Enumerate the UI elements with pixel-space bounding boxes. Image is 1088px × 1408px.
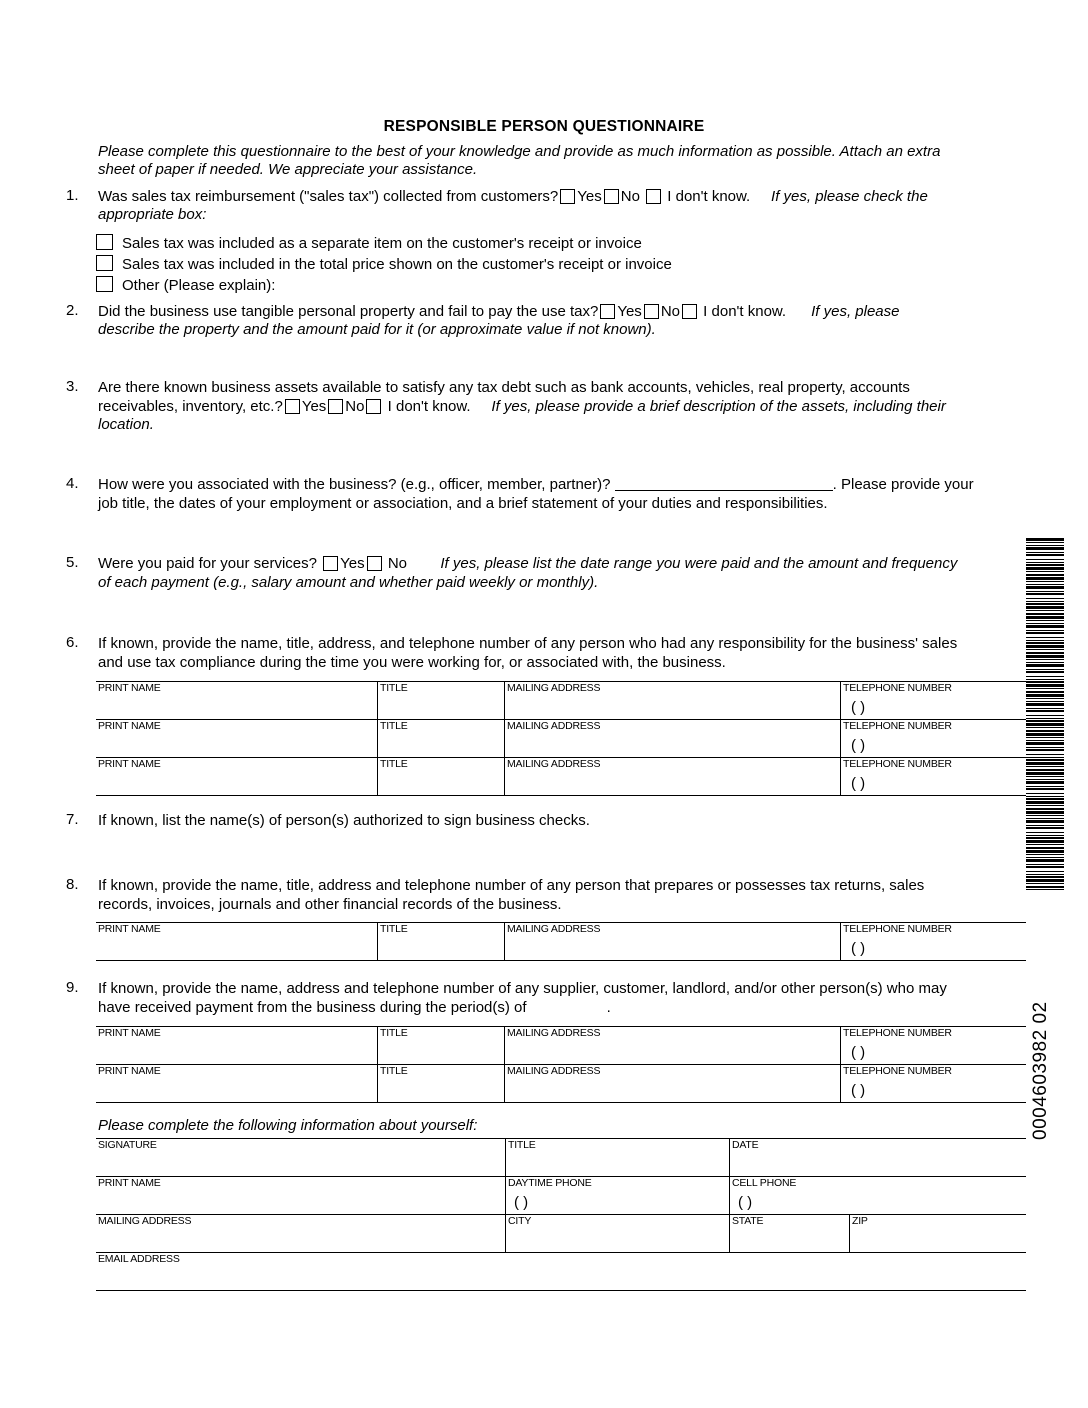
table-row[interactable] xyxy=(96,1026,1026,1064)
q8-number: 8. xyxy=(66,876,79,893)
table-row[interactable] xyxy=(96,1214,1026,1252)
q5-note-line-2: of each payment (e.g., salary amount and whether paid weekly or monthly). xyxy=(98,574,599,591)
q8-line-2: records, invoices, journals and other financial records of the business. xyxy=(98,896,562,913)
q1-no-checkbox[interactable] xyxy=(604,189,619,204)
print-name-label: PRINT NAME xyxy=(98,758,161,770)
print-name-label: PRINT NAME xyxy=(98,682,161,694)
telephone-label: TELEPHONE NUMBER xyxy=(843,758,952,770)
q3-yes-label: Yes xyxy=(301,398,327,415)
q1-total-price-checkbox[interactable] xyxy=(96,255,113,271)
form-number: 0004603982 02 xyxy=(1030,1001,1051,1140)
intro-line-1: Please complete this questionnaire to the best of your knowledge and provide as much information as possible. Attach an extra xyxy=(98,143,941,160)
q3-line-2 xyxy=(98,397,946,416)
mailing-address-label: MAILING ADDRESS xyxy=(507,1065,601,1077)
q2-yes-checkbox[interactable] xyxy=(600,304,615,319)
q4-number: 4. xyxy=(66,475,79,492)
q1-yes-checkbox[interactable] xyxy=(560,189,575,204)
self-print-name-label: PRINT NAME xyxy=(98,1177,161,1189)
title-label: TITLE xyxy=(380,720,408,732)
q8-contacts-table xyxy=(96,922,1026,961)
q3-dont-know-checkbox[interactable] xyxy=(366,399,381,414)
q6-line-2: and use tax compliance during the time you were working for, or associated with, the business. xyxy=(98,654,726,671)
mailing-address-label: MAILING ADDRESS xyxy=(507,1027,601,1039)
print-name-label: PRINT NAME xyxy=(98,923,161,935)
title-label: TITLE xyxy=(380,1027,408,1039)
q1-no-label: No xyxy=(620,188,640,205)
telephone-label: TELEPHONE NUMBER xyxy=(843,923,952,935)
q4-text-end: . Please provide your xyxy=(832,476,974,493)
area-code-parens: ( ) xyxy=(851,699,866,716)
q3-note-line-2: location. xyxy=(98,416,154,433)
page-title: RESPONSIBLE PERSON QUESTIONNAIRE xyxy=(383,118,705,135)
q9-text-end: . xyxy=(606,999,611,1016)
q7-number: 7. xyxy=(66,811,79,828)
mailing-address-label: MAILING ADDRESS xyxy=(507,720,601,732)
table-row[interactable] xyxy=(96,1252,1026,1291)
q2-line-1 xyxy=(98,302,900,321)
signature-label: SIGNATURE xyxy=(98,1139,157,1151)
q2-text: Did the business use tangible personal property and fail to pay the use tax? xyxy=(98,303,599,320)
q5-line-1 xyxy=(98,554,957,573)
table-row[interactable] xyxy=(96,922,1026,961)
q1-dont-know-checkbox[interactable] xyxy=(646,189,661,204)
q1-note-line-2: appropriate box: xyxy=(98,206,207,223)
area-code-parens: ( ) xyxy=(851,1082,866,1099)
q2-no-label: No xyxy=(660,303,680,320)
self-title-label: TITLE xyxy=(508,1139,536,1151)
q5-no-checkbox[interactable] xyxy=(367,556,382,571)
q5-no-label: No xyxy=(387,555,408,572)
q2-number: 2. xyxy=(66,302,79,319)
q2-yes-label: Yes xyxy=(617,303,642,320)
table-row[interactable] xyxy=(96,757,1026,796)
q9-number: 9. xyxy=(66,979,79,996)
mailing-address-label: MAILING ADDRESS xyxy=(507,758,601,770)
q1-other-checkbox[interactable] xyxy=(96,276,113,292)
title-label: TITLE xyxy=(380,923,408,935)
q1-text: Was sales tax reimbursement ("sales tax") collected from customers? xyxy=(98,188,559,205)
mailing-address-label: MAILING ADDRESS xyxy=(507,923,601,935)
q4-association-field[interactable] xyxy=(615,476,833,491)
q1-line-1 xyxy=(98,187,928,206)
telephone-label: TELEPHONE NUMBER xyxy=(843,720,952,732)
q3-text: receivables, inventory, etc.? xyxy=(98,398,283,415)
q9-line-1: If known, provide the name, address and telephone number of any supplier, customer, landlord, and/or other person(s) who may xyxy=(98,980,947,997)
q1-separate-item-checkbox[interactable] xyxy=(96,234,113,250)
daytime-phone-label: DAYTIME PHONE xyxy=(508,1177,592,1189)
q9-line-2 xyxy=(98,998,611,1017)
self-mailing-address-label: MAILING ADDRESS xyxy=(98,1215,192,1227)
q1-yes-label: Yes xyxy=(577,188,602,205)
q5-text: Were you paid for your services? xyxy=(98,555,317,572)
q2-note-line-2: describe the property and the amount paid for it (or approximate value if not known). xyxy=(98,321,656,338)
barcode xyxy=(1026,538,1064,890)
q3-yes-checkbox[interactable] xyxy=(285,399,300,414)
q3-no-checkbox[interactable] xyxy=(328,399,343,414)
print-name-label: PRINT NAME xyxy=(98,1027,161,1039)
q3-line-1: Are there known business assets available to satisfy any tax debt such as bank accounts, vehicles, real property, accounts xyxy=(98,379,910,396)
q8-line-1: If known, provide the name, title, address and telephone number of any person that prepares or possesses tax returns, sales xyxy=(98,877,925,894)
q1-dont-know-label: I don't know. xyxy=(667,188,751,205)
q5-number: 5. xyxy=(66,554,79,571)
q2-dont-know-label: I don't know. xyxy=(703,303,787,320)
q9-contacts-table xyxy=(96,1026,1026,1103)
q4-line-2: job title, the dates of your employment or association, and a brief statement of your duties and responsibilities. xyxy=(98,495,828,512)
state-label: STATE xyxy=(732,1215,764,1227)
area-code-parens: ( ) xyxy=(851,940,866,957)
q6-contacts-table xyxy=(96,681,1026,796)
self-info-table xyxy=(96,1138,1026,1291)
q3-note: If yes, please provide a brief description of the assets, including their xyxy=(491,398,946,415)
telephone-label: TELEPHONE NUMBER xyxy=(843,1027,952,1039)
table-row[interactable] xyxy=(96,1138,1026,1176)
q7-text: If known, list the name(s) of person(s) authorized to sign business checks. xyxy=(98,812,590,829)
q6-line-1: If known, provide the name, title, address, and telephone number of any person who had any responsibility for the business' sales xyxy=(98,635,958,652)
telephone-label: TELEPHONE NUMBER xyxy=(843,682,952,694)
title-label: TITLE xyxy=(380,758,408,770)
title-label: TITLE xyxy=(380,1065,408,1077)
q4-line-1 xyxy=(98,475,974,494)
daytime-area-code-parens: ( ) xyxy=(514,1194,529,1211)
q5-yes-label: Yes xyxy=(340,555,365,572)
q1-separate-item-label: Sales tax was included as a separate item on the customer's receipt or invoice xyxy=(122,235,642,252)
q9-text: have received payment from the business during the period(s) of xyxy=(98,999,527,1016)
q1-note: If yes, please check the xyxy=(771,188,928,205)
title-label: TITLE xyxy=(380,682,408,694)
print-name-label: PRINT NAME xyxy=(98,1065,161,1077)
q6-number: 6. xyxy=(66,634,79,651)
area-code-parens: ( ) xyxy=(851,737,866,754)
table-row[interactable] xyxy=(96,1064,1026,1103)
table-row[interactable] xyxy=(96,681,1026,719)
mailing-address-label: MAILING ADDRESS xyxy=(507,682,601,694)
q4-text: How were you associated with the business? (e.g., officer, member, partner)? xyxy=(98,476,611,493)
cell-area-code-parens: ( ) xyxy=(738,1194,753,1211)
date-label: DATE xyxy=(732,1139,759,1151)
self-info-heading: Please complete the following information about yourself: xyxy=(98,1117,478,1134)
telephone-label: TELEPHONE NUMBER xyxy=(843,1065,952,1077)
cell-phone-label: CELL PHONE xyxy=(732,1177,797,1189)
print-name-label: PRINT NAME xyxy=(98,720,161,732)
city-label: CITY xyxy=(508,1215,532,1227)
area-code-parens: ( ) xyxy=(851,775,866,792)
table-row[interactable] xyxy=(96,1176,1026,1214)
q3-number: 3. xyxy=(66,378,79,395)
q5-yes-checkbox[interactable] xyxy=(323,556,338,571)
q5-note: If yes, please list the date range you were paid and the amount and frequency xyxy=(440,555,958,572)
q1-other-label: Other (Please explain): xyxy=(122,277,276,294)
intro-line-2: sheet of paper if needed. We appreciate your assistance. xyxy=(98,161,478,178)
q1-number: 1. xyxy=(66,187,79,204)
area-code-parens: ( ) xyxy=(851,1044,866,1061)
q1-total-price-label: Sales tax was included in the total price shown on the customer's receipt or invoice xyxy=(122,256,672,273)
zip-label: ZIP xyxy=(852,1215,868,1227)
email-label: EMAIL ADDRESS xyxy=(98,1253,180,1265)
q3-no-label: No xyxy=(345,398,365,415)
q2-dont-know-checkbox[interactable] xyxy=(682,304,697,319)
table-row[interactable] xyxy=(96,719,1026,757)
q3-dont-know-label: I don't know. xyxy=(387,398,471,415)
q2-no-checkbox[interactable] xyxy=(644,304,659,319)
q2-note: If yes, please xyxy=(811,303,900,320)
